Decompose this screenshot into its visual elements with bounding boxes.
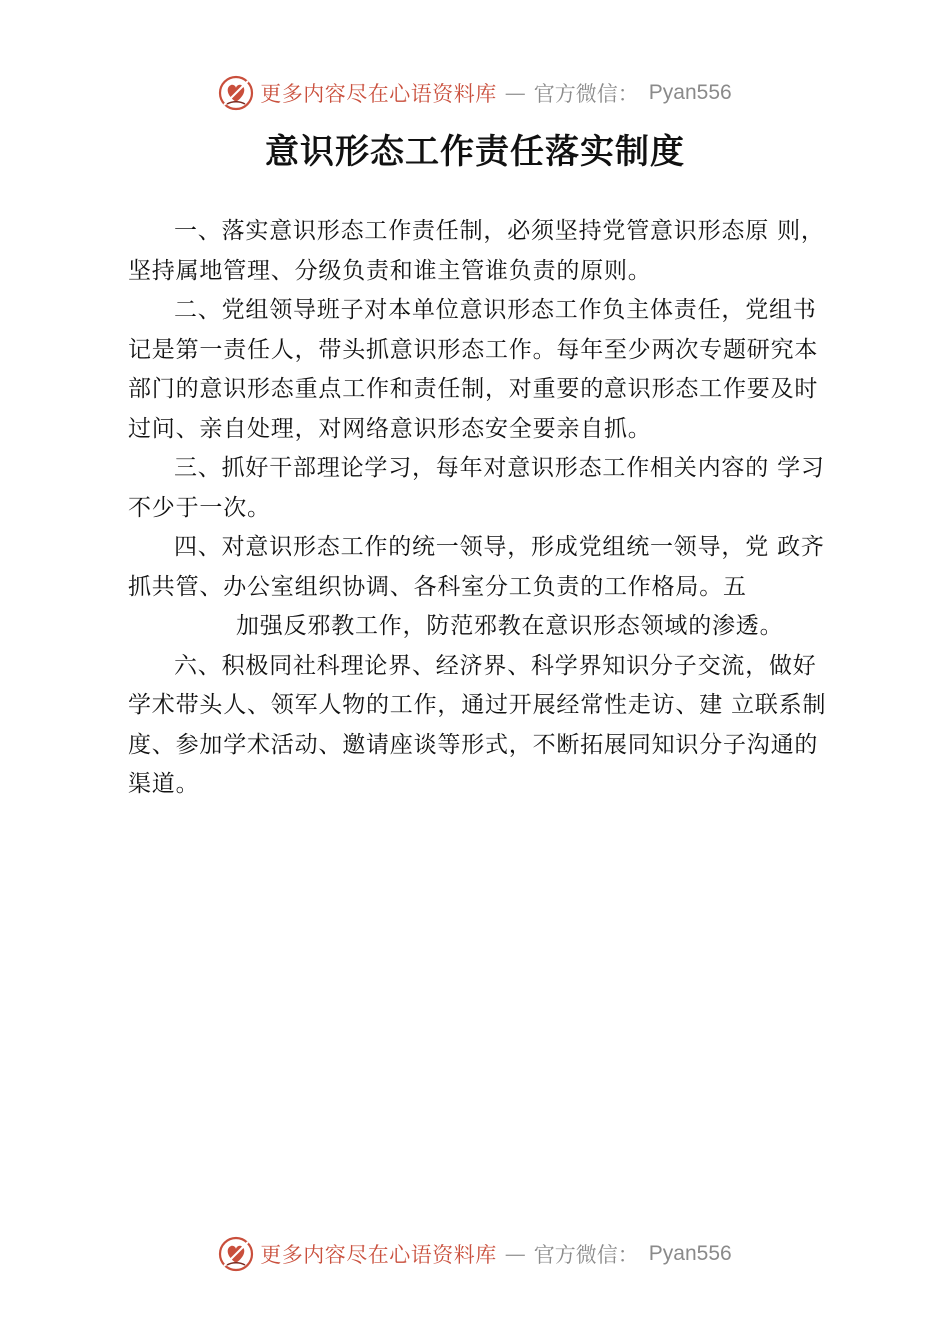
heart-book-logo-icon	[218, 75, 254, 111]
watermark-wechat-label: 官方微信：	[533, 82, 639, 106]
paragraph-2: 二、党组领导班子对本单位意识形态工作负主体责任，党组书记是第一责任人，带头抓意识形态工作。每年至少两次专题研究本部门的意识形态重点工作和责任制，对重要的意识形态工作要及时过问、亲自处理，对网络意识形态安全要亲自抓。	[128, 297, 819, 442]
document-body	[128, 212, 834, 805]
watermark-separator: —	[504, 1242, 526, 1266]
heart-book-logo-icon	[218, 1236, 254, 1272]
paragraph-5: 加强反邪教工作，防范邪教在意识形态领域的渗透。	[236, 613, 784, 639]
paragraph-6: 六、积极同社科理论界、经济界、科学界知识分子交流，做好学术带头人、领军人物的工作，通过开展经常性走访、建 立联系制度、参加学术活动、邀请座谈等形式，不断拓展同知识分子沟通的渠道。	[128, 652, 827, 797]
watermark-wechat-id: Pyan556	[648, 81, 732, 104]
footer-watermark	[0, 1232, 950, 1276]
paragraph-3: 三、抓好干部理论学习，每年对意识形态工作相关内容的 学习不少于一次。	[128, 455, 825, 521]
watermark-separator: —	[504, 81, 526, 105]
watermark-text: 更多内容尽在心语资料库	[260, 1243, 497, 1267]
paragraph-4: 四、对意识形态工作的统一领导，形成党组统一领导，党 政齐抓共管、办公室组织协调、各科室分工负责的工作格局。五	[128, 534, 825, 600]
watermark-wechat-label: 官方微信：	[533, 1243, 639, 1267]
header-watermark	[0, 71, 950, 115]
paragraph-1: 一、落实意识形态工作责任制，必须坚持党管意识形态原 则，坚持属地管理、分级负责和谁主管谁负责的原则。	[128, 218, 825, 284]
watermark-text: 更多内容尽在心语资料库	[260, 82, 497, 106]
document-title: 意识形态工作责任落实制度	[265, 132, 685, 172]
watermark-wechat-id: Pyan556	[648, 1242, 732, 1265]
